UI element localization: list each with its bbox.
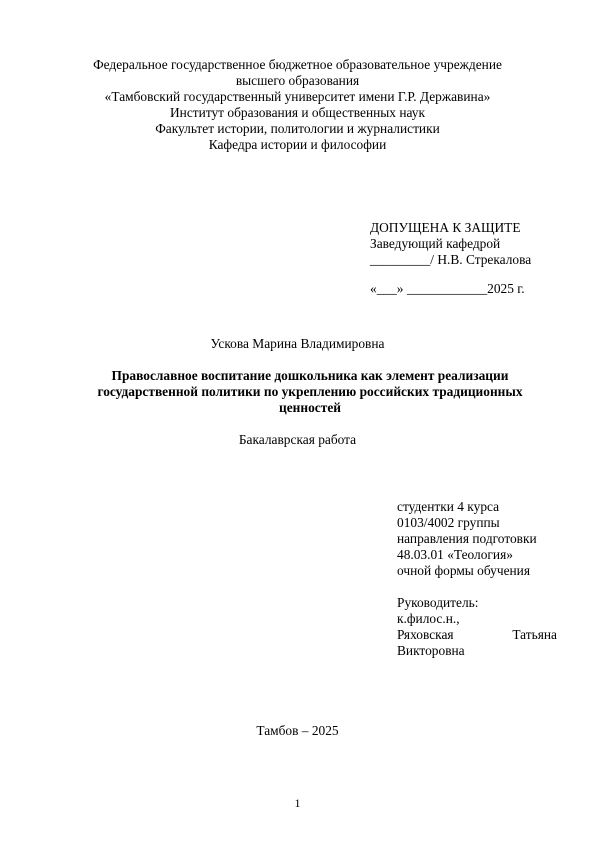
city-year: Тамбов – 2025: [256, 723, 339, 738]
supervisor-name-line: [397, 627, 557, 643]
approval-block: [370, 220, 585, 297]
supervisor-first-name: Татьяна: [512, 627, 557, 642]
thesis-title: [90, 368, 530, 416]
student-program: 48.03.01 «Теология»: [397, 547, 513, 562]
header-line-institute: Институт образования и общественных наук: [170, 105, 425, 120]
header-line-organization: Федеральное государственное бюджетное образовательное учреждение: [93, 57, 502, 72]
approval-position: Заведующий кафедрой: [370, 236, 501, 251]
page-number: 1: [294, 796, 301, 810]
header-line-education-level: высшего образования: [235, 73, 360, 88]
supervisor-surname: Ряховская: [397, 627, 454, 642]
student-program-label: направления подготовки: [397, 531, 537, 546]
author-name: Ускова Марина Владимировна: [210, 336, 385, 351]
thesis-title-line: Православное воспитание дошкольника как элемент реализации: [111, 368, 509, 383]
student-course: студентки 4 курса: [397, 499, 500, 514]
header-line-department: Кафедра истории и философии: [208, 137, 387, 152]
approval-status: ДОПУЩЕНА К ЗАЩИТЕ: [370, 220, 521, 235]
student-group: 0103/4002 группы: [397, 515, 500, 530]
student-study-form: очной формы обучения: [397, 563, 531, 578]
supervisor-degree: к.филос.н.,: [397, 611, 460, 626]
supervisor-patronymic: Викторовна: [397, 643, 465, 658]
student-info-block: [397, 499, 562, 579]
institution-header: [0, 57, 595, 153]
thesis-title-line: ценностей: [279, 400, 341, 415]
thesis-title-line: государственной политики по укреплению российских традиционных: [97, 384, 523, 399]
header-line-university: «Тамбовский государственный университет имени Г.Р. Державина»: [104, 89, 491, 104]
header-line-faculty: Факультет истории, политологии и журналистики: [155, 121, 440, 136]
approval-date-line: «___» ____________2025 г.: [370, 281, 525, 296]
supervisor-label: Руководитель:: [397, 595, 479, 610]
approval-signature-line: _________/ Н.В. Стрекалова: [370, 252, 532, 267]
work-type: Бакалаврская работа: [238, 432, 357, 447]
supervisor-block: [397, 595, 557, 659]
